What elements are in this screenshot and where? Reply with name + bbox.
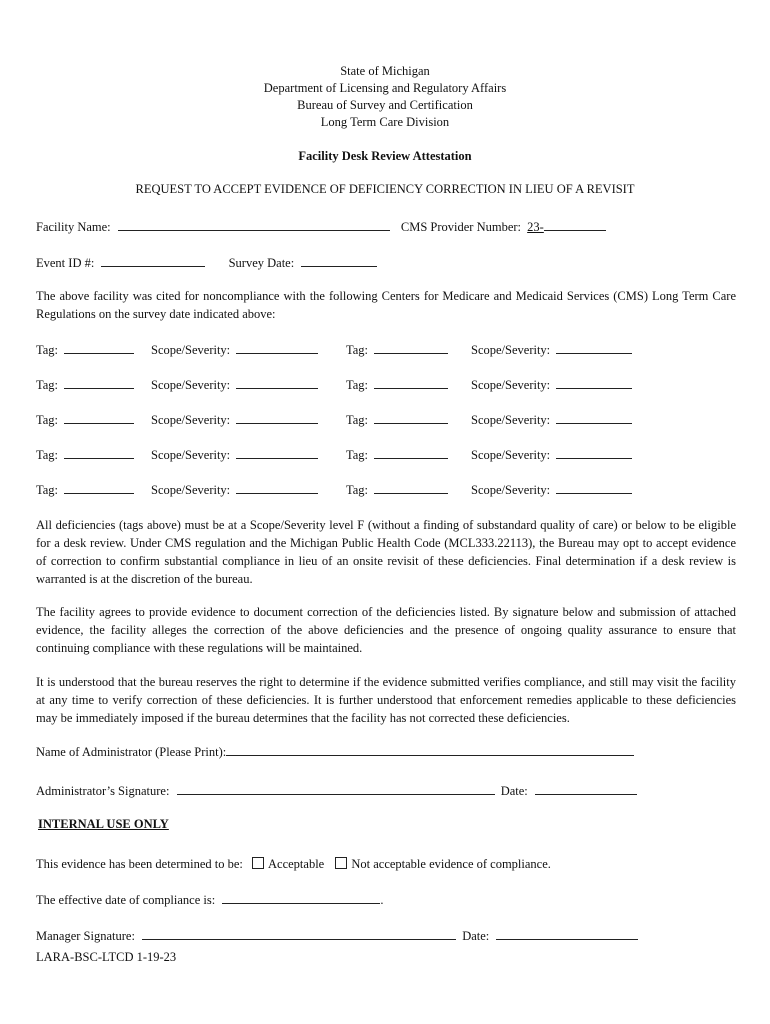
acceptable-checkbox[interactable] [252,857,264,869]
tag-cell [36,341,134,358]
scope-severity-field[interactable] [556,411,632,424]
tag-label: Tag: [36,413,59,427]
scope-severity-label: Scope/Severity: [471,448,551,462]
admin-signature-row [36,782,637,799]
tag-label: Tag: [346,448,369,462]
survey-date-field[interactable] [301,254,377,267]
tag-label: Tag: [346,413,369,427]
tag-label: Tag: [346,343,369,357]
tag-field[interactable] [64,446,134,459]
tag-label: Tag: [36,448,59,462]
tag-cell [346,446,448,463]
scope-severity-field[interactable] [236,376,318,389]
scope-severity-cell [471,341,632,358]
scope-severity-cell [471,411,632,428]
admin-signature-label: Administrator’s Signature: [36,784,170,798]
tag-cell [346,481,448,498]
header-department: Department of Licensing and Regulatory Affairs [263,81,507,95]
admin-date-field[interactable] [535,782,637,795]
determination-label: This evidence has been determined to be: [36,857,243,871]
scope-severity-field[interactable] [236,446,318,459]
manager-signature-field[interactable] [142,927,456,940]
scope-severity-cell [151,411,318,428]
tag-field[interactable] [374,411,448,424]
tag-field[interactable] [374,341,448,354]
scope-severity-label: Scope/Severity: [151,378,231,392]
scope-severity-field[interactable] [556,376,632,389]
internal-use-heading: INTERNAL USE ONLY [38,817,169,831]
tag-field[interactable] [64,376,134,389]
facility-name-row [36,218,606,235]
not-acceptable-checkbox[interactable] [335,857,347,869]
survey-date-label: Survey Date: [228,256,295,270]
manager-signature-label: Manager Signature: [36,929,135,943]
not-acceptable-label: Not acceptable evidence of compliance. [351,857,551,871]
manager-date-label: Date: [462,929,490,943]
scope-severity-label: Scope/Severity: [471,343,551,357]
scope-severity-field[interactable] [236,481,318,494]
effective-date-field[interactable] [222,891,380,904]
event-id-field[interactable] [101,254,205,267]
admin-name-row [36,743,634,760]
admin-name-label: Name of Administrator (Please Print): [36,745,227,759]
manager-date-field[interactable] [496,927,638,940]
manager-signature-row [36,927,638,944]
paragraph-eligibility: All deficiencies (tags above) must be at a Scope/Severity level F (without a finding of substandard quality of care) or below to be eligible for a desk review. Under CMS regulation and the Michigan Public Health Code (MCL333.22113), the Bureau may opt to accept evidence of correction to confirm substantial compliance in lieu of an onsite revisit of these deficiencies. Final determination if a desk review is warranted is at the discretion of the bureau. [36,518,736,586]
tag-cell [346,341,448,358]
cms-provider-field[interactable] [544,218,606,231]
scope-severity-label: Scope/Severity: [471,413,551,427]
acceptable-label: Acceptable [268,857,325,871]
tag-label: Tag: [346,378,369,392]
tag-cell [36,376,134,393]
tag-label: Tag: [36,378,59,392]
cms-provider-prefix: 23- [527,220,544,234]
tag-cell [346,411,448,428]
scope-severity-field[interactable] [236,341,318,354]
tag-label: Tag: [36,483,59,497]
header-state: State of Michigan [340,64,430,78]
scope-severity-label: Scope/Severity: [151,343,231,357]
scope-severity-label: Scope/Severity: [151,448,231,462]
tag-cell [36,446,134,463]
paragraph-agreement: The facility agrees to provide evidence to document correction of the deficiencies listed. By signature below and submission of attached evidence, the facility alleges the correction of the above deficiencies and the presence of ongoing quality assurance to ensure that continuing compliance with these regulations will be maintained. [36,605,736,655]
determination-row [36,857,551,872]
facility-name-field[interactable] [118,218,390,231]
tag-cell [36,481,134,498]
effective-date-row: The effective date of compliance is: . [36,893,384,907]
scope-severity-cell [151,446,318,463]
event-id-label: Event ID #: [36,256,95,270]
tag-cell [346,376,448,393]
paragraph-understanding: It is understood that the bureau reserves the right to determine if the evidence submitted verifies compliance, and still may visit the facility at any time to verify correction of these deficiencies. It is further understood that enforcement remedies applicable to these deficiencies may be immediately imposed if the bureau determines that the facility has not corrected these deficiencies. [36,675,736,725]
scope-severity-field[interactable] [556,481,632,494]
scope-severity-cell [471,481,632,498]
tag-label: Tag: [346,483,369,497]
header-division: Long Term Care Division [320,115,450,129]
scope-severity-field[interactable] [236,411,318,424]
tag-field[interactable] [374,481,448,494]
scope-severity-label: Scope/Severity: [151,413,231,427]
form-title: Facility Desk Review Attestation [298,149,472,163]
scope-severity-field[interactable] [556,446,632,459]
header-bureau: Bureau of Survey and Certification [297,98,473,112]
admin-signature-field[interactable] [177,782,495,795]
scope-severity-label: Scope/Severity: [151,483,231,497]
scope-severity-field[interactable] [556,341,632,354]
tag-field[interactable] [374,446,448,459]
scope-severity-cell [151,481,318,498]
event-survey-row [36,254,377,271]
tag-field[interactable] [64,481,134,494]
tag-field[interactable] [374,376,448,389]
intro-paragraph: The above facility was cited for noncompliance with the following Centers for Medicare and Medicaid Services (CMS) Long Term Care Regulations on the survey date indicated above: [36,289,736,321]
scope-severity-cell [471,446,632,463]
form-id: LARA-BSC-LTCD 1-19-23 [36,950,177,964]
form-subtitle: REQUEST TO ACCEPT EVIDENCE OF DEFICIENCY CORRECTION IN LIEU OF A REVISIT [135,182,635,196]
tag-cell [36,411,134,428]
tag-field[interactable] [64,341,134,354]
tag-field[interactable] [64,411,134,424]
cms-provider-label: CMS Provider Number: [400,220,522,234]
effective-date-label: The effective date of compliance is: [36,893,216,907]
scope-severity-label: Scope/Severity: [471,483,551,497]
facility-name-label: Facility Name: [36,220,111,234]
scope-severity-cell [471,376,632,393]
scope-severity-label: Scope/Severity: [471,378,551,392]
scope-severity-cell [151,341,318,358]
admin-name-field[interactable] [226,743,634,756]
scope-severity-cell [151,376,318,393]
admin-date-label: Date: [500,784,528,798]
tag-label: Tag: [36,343,59,357]
